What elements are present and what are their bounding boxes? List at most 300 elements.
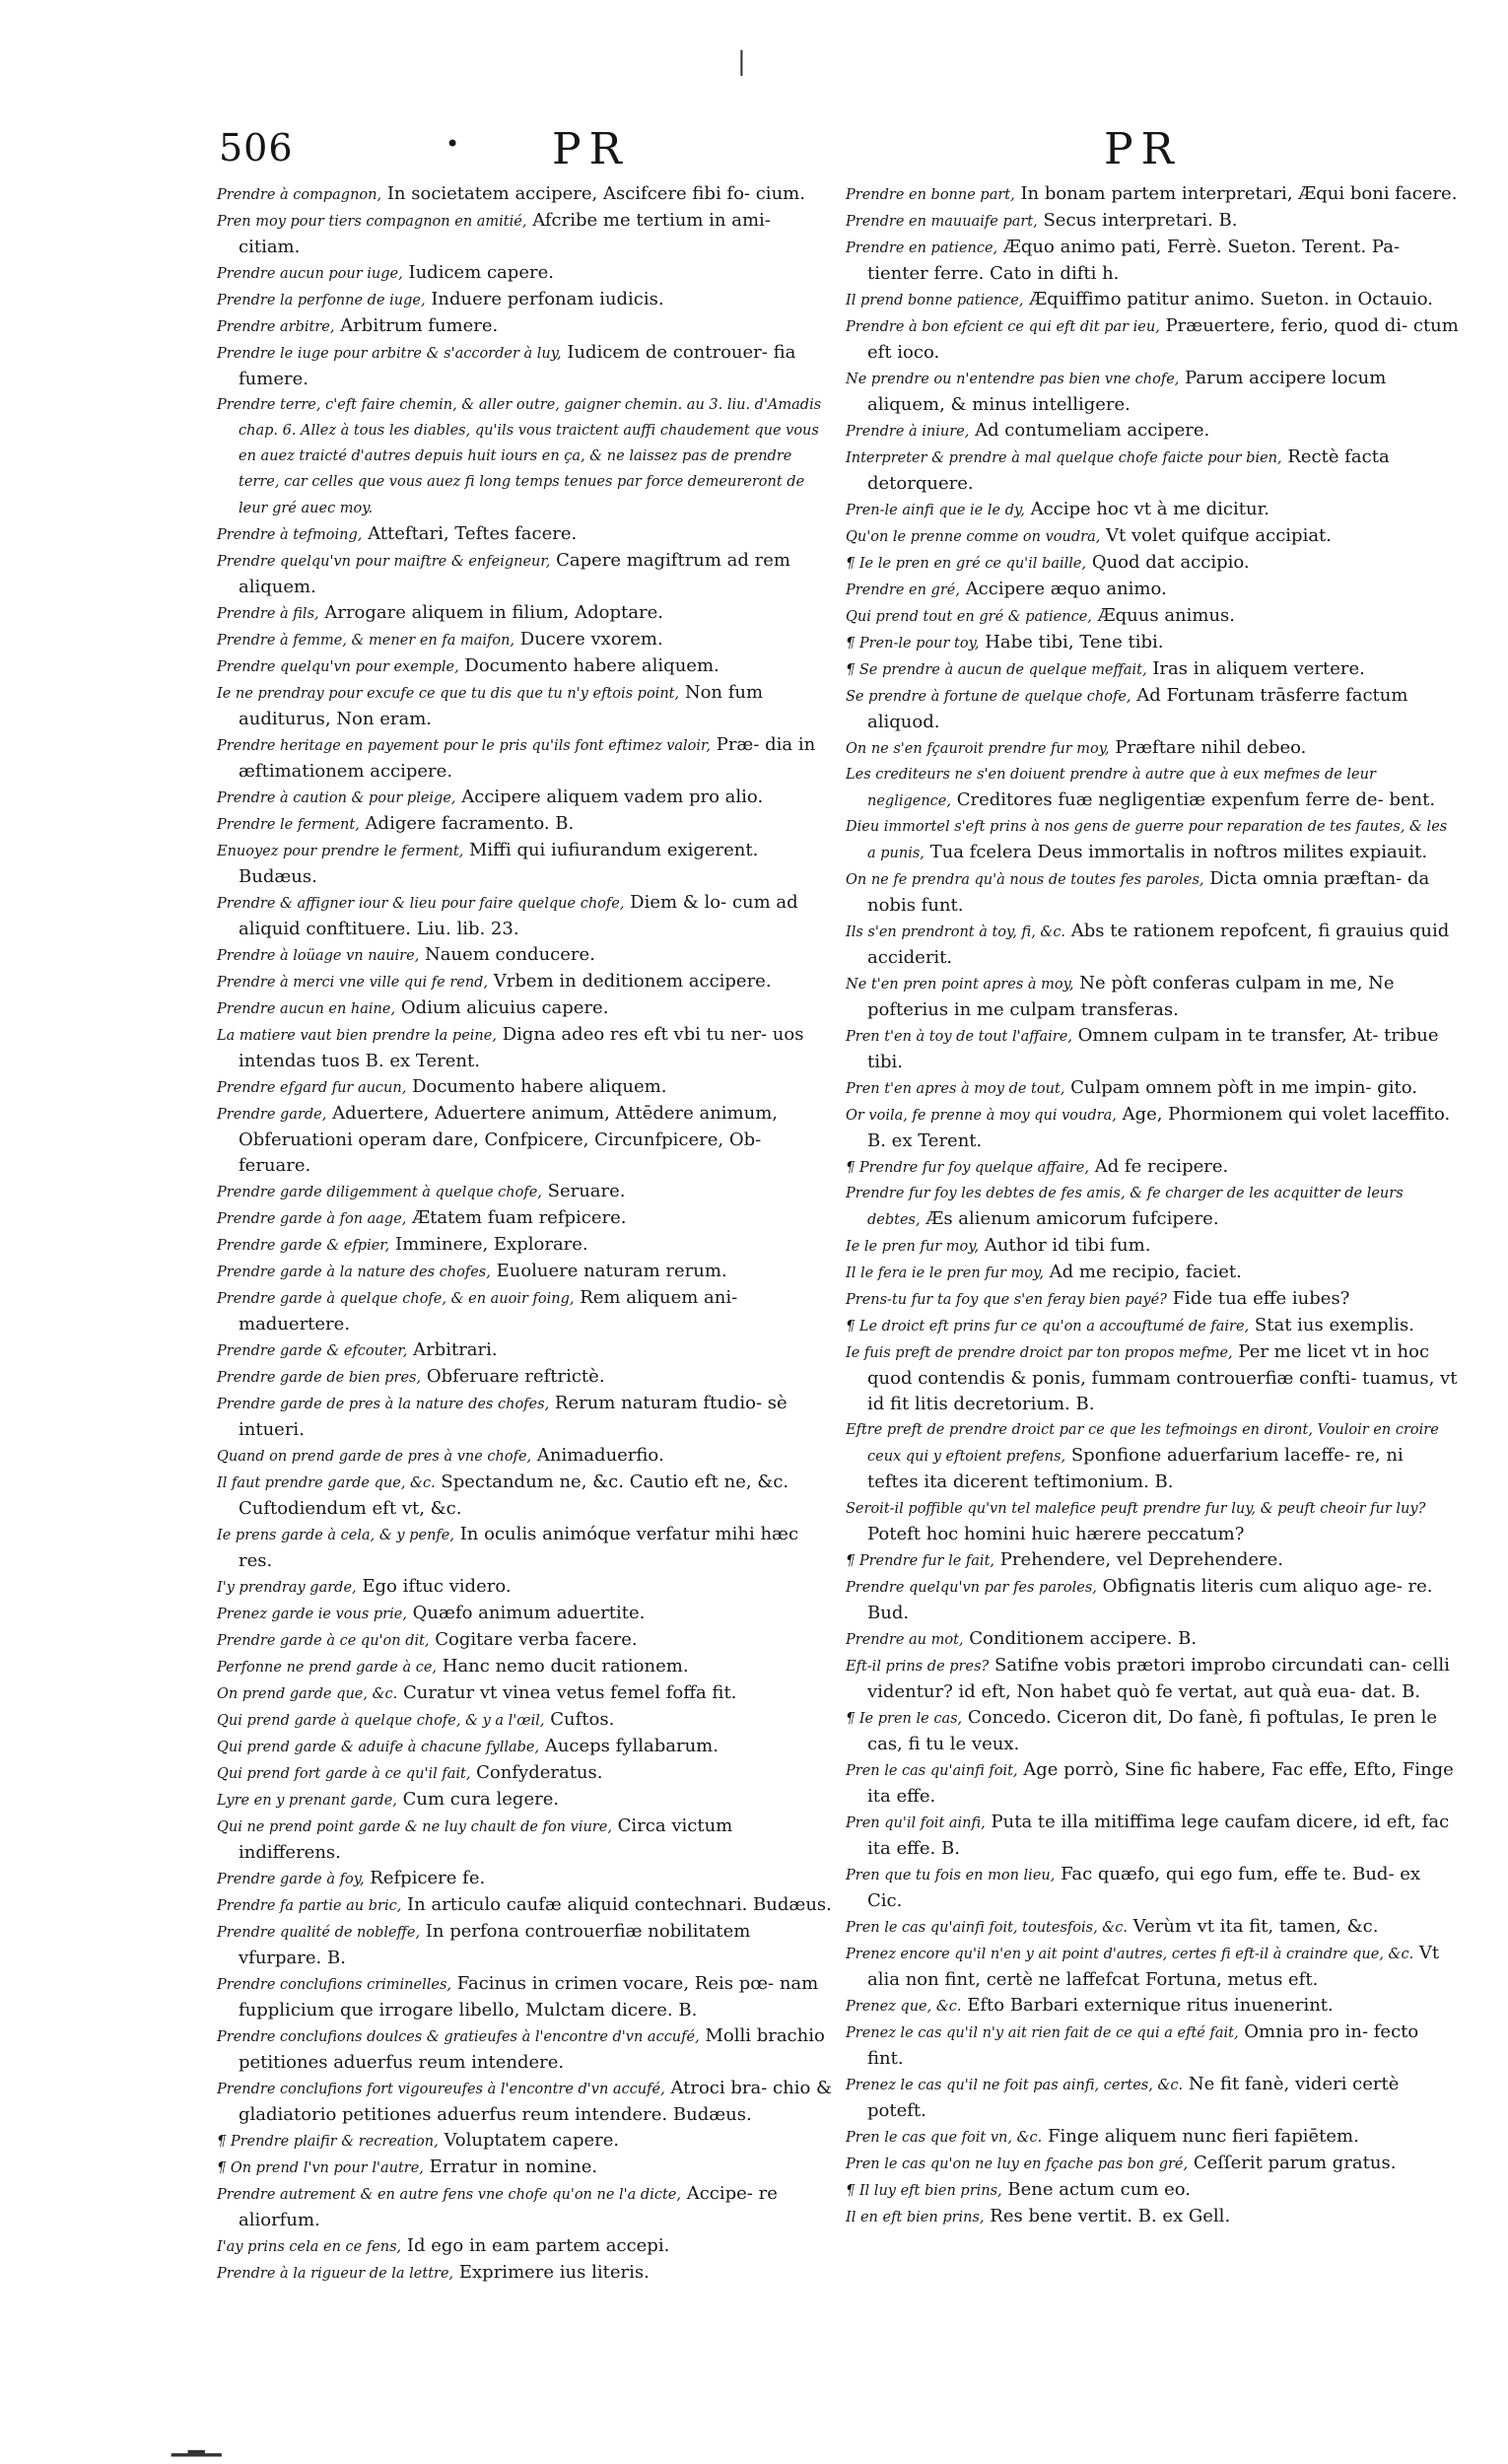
dictionary-entry: [217, 600, 836, 627]
french-phrase: Pren le cas qu'ainfi foit,: [846, 1763, 1018, 1779]
dictionary-entry: [846, 550, 1459, 577]
dictionary-entry: [217, 313, 836, 340]
latin-translation: Rerum naturam ftudio- sè intueri.: [239, 1393, 788, 1440]
latin-translation: Diem & lo- cum ad aliquid conftituere. Liu. lib. 23.: [239, 892, 798, 939]
french-phrase: Qui ne prend point garde & ne luy chault de fon viure,: [217, 1819, 612, 1835]
latin-translation: Confyderatus.: [470, 1762, 603, 1783]
latin-translation: Iudicem capere.: [402, 262, 554, 283]
french-phrase: Prendre garde & efcouter,: [217, 1343, 408, 1359]
dictionary-entry: [217, 1101, 836, 1179]
latin-translation: Induere perfonam iudicis.: [425, 289, 664, 309]
latin-translation: Rectè facta detorquere.: [867, 446, 1390, 494]
latin-translation: Rem aliquem ani- maduertere.: [239, 1287, 738, 1335]
latin-translation: Obferuare reftrictè.: [421, 1366, 605, 1387]
dictionary-entry: [217, 1601, 836, 1627]
french-phrase: Ne prendre ou n'entendre pas bien vne chofe,: [846, 372, 1180, 387]
dictionary-entry: [846, 1313, 1459, 1339]
latin-translation: Ad me recipio, faciet.: [1043, 1262, 1242, 1282]
french-phrase: Interpreter & prendre à mal quelque chofe faicte pour bien,: [846, 450, 1282, 466]
latin-translation: Creditores fuæ negligentiæ expenfum ferre de- bent.: [951, 789, 1436, 810]
french-phrase: Pren le cas que foit vn, &c.: [846, 2130, 1043, 2146]
dictionary-entry: [846, 919, 1459, 971]
header-mark: •: [446, 130, 460, 158]
french-phrase: Prendre à bon efcient ce qui eft dit par ieu,: [846, 319, 1160, 335]
latin-translation: Cum cura legere.: [396, 1789, 560, 1810]
french-phrase: ¶ Prendre fur foy quelque affaire,: [846, 1160, 1089, 1176]
dictionary-entry: [846, 1574, 1459, 1626]
french-phrase: Prendre à merci vne ville qui fe rend,: [217, 975, 489, 991]
dictionary-entry: [846, 2124, 1459, 2151]
french-phrase: Pren qu'il foit ainfi,: [846, 1815, 986, 1831]
dictionary-entry: [217, 340, 836, 392]
latin-translation: Æquus animus.: [1091, 605, 1236, 626]
latin-translation: Seruare.: [541, 1181, 626, 1201]
latin-translation: Animaduerfio.: [531, 1445, 664, 1466]
latin-translation: Voluptatem capere.: [438, 2130, 620, 2151]
dictionary-entry: [217, 1866, 836, 1892]
latin-translation: In articulo caufæ aliquid contechnari. Budæus.: [401, 1894, 832, 1915]
dictionary-entry: [217, 785, 836, 811]
french-phrase: Prendre garde & efpier,: [217, 1238, 390, 1254]
dictionary-entry: [217, 2076, 836, 2128]
dictionary-entry: [846, 1023, 1459, 1075]
dictionary-entry: [846, 366, 1459, 418]
french-phrase: Prendre garde à foy,: [217, 1872, 365, 1887]
latin-translation: Quæfo animum aduertite.: [406, 1603, 646, 1623]
latin-translation: Spectandum ne, &c. Cautio eft ne, &c. Cuftodiendum eft vt, &c.: [239, 1472, 789, 1519]
latin-translation: Per me licet vt in hoc quod contendis & ponis, fummam controuerfiæ confti- tuamus, vt id fit litis decretorium. B.: [867, 1341, 1458, 1414]
dictionary-entry: [217, 1680, 836, 1707]
dictionary-entry: [846, 1417, 1459, 1495]
french-phrase: ¶ Prendre fur le fait,: [846, 1553, 995, 1569]
french-phrase: Prenez le cas qu'il n'y ait rien fait de ce qui a efté fait,: [846, 2025, 1239, 2041]
french-phrase: Prendre à fils,: [217, 606, 319, 622]
dictionary-entry: [217, 1707, 836, 1734]
latin-translation: Arrogare aliquem in filium, Adoptare.: [318, 602, 663, 623]
dictionary-entry: [217, 548, 836, 600]
latin-translation: Stat ius exemplis.: [1249, 1315, 1414, 1335]
french-phrase: ¶ Prendre plaifir & recreation,: [217, 2134, 439, 2150]
dictionary-entry: [846, 1626, 1459, 1653]
french-phrase: Prendre à la rigueur de la lettre,: [217, 2266, 454, 2282]
french-phrase: Prendre quelqu'vn pour maiftre & enfeigneur,: [217, 554, 551, 570]
french-phrase: Prendre arbitre,: [217, 319, 335, 335]
latin-translation: Finge aliquem nunc fieri fapiētem.: [1042, 2126, 1359, 2147]
french-phrase: Prendre qualité de nobleffe,: [217, 1925, 421, 1941]
dictionary-entry: [846, 1941, 1459, 1993]
french-phrase: Dieu immortel s'eft prins à nos gens de guerre pour reparation de tes fautes, & les a punis,: [846, 819, 1448, 861]
left-column: [217, 181, 836, 2287]
french-phrase: Pren t'en à toy de tout l'affaire,: [846, 1029, 1072, 1045]
latin-translation: In societatem accipere, Ascifcere fibi fo- cium.: [381, 183, 805, 204]
french-phrase: Prendre terre, c'eft faire chemin, & aller outre, gaigner chemin. au 3. liu. d'Amadis chap. 6. Allez à tous les diables, qu'ils vous traictent auffi chaudement que vous en auez traicté d'autres depuis huit iours en ça, & ne laissez pas de prendre terre, car celles que vous auez fi long temps tenues par force demeureront de leur gré auec moy.: [217, 397, 822, 516]
dictionary-entry: [846, 577, 1459, 603]
latin-translation: Poteft hoc homini huic hærere peccatum?: [867, 1524, 1245, 1544]
french-phrase: Prendre la perfonne de iuge,: [217, 293, 426, 308]
latin-translation: Omnia pro in- fecto fint.: [867, 2021, 1419, 2069]
left-running-head: PR: [552, 124, 630, 174]
dictionary-entry: [846, 1810, 1459, 1862]
latin-translation: Circa victum indifferens.: [239, 1815, 733, 1863]
latin-translation: Odium alicuius capere.: [395, 997, 609, 1018]
bottom-stray-mark: ▁▂▁: [171, 2432, 222, 2457]
latin-translation: Facinus in crimen vocare, Reis pœ- nam fupplicium que irrogare libello, Mulctam dicere. B.: [239, 1973, 819, 2020]
dictionary-entry: [217, 1522, 836, 1574]
french-phrase: Prendre aucun en haine,: [217, 1001, 396, 1017]
french-phrase: La matiere vaut bien prendre la peine,: [217, 1028, 497, 1044]
french-phrase: Pren que tu fois en mon lieu,: [846, 1868, 1056, 1883]
latin-translation: Age, Phormionem qui volet laceffito. B. ex Terent.: [867, 1104, 1451, 1151]
latin-translation: Auceps fyllabarum.: [539, 1736, 719, 1756]
french-phrase: Enuoyez pour prendre le ferment,: [217, 844, 464, 859]
latin-translation: Habe tibi, Tene tibi.: [979, 632, 1164, 652]
latin-translation: Secus interpretari. B.: [1037, 210, 1238, 231]
french-phrase: Ne t'en pren point apres à moy,: [846, 977, 1074, 992]
latin-translation: Id ego in eam partem accepi.: [401, 2235, 670, 2256]
french-phrase: Pren le cas qu'ainfi foit, toutesfois, &c.: [846, 1920, 1128, 1936]
dictionary-entry: [217, 208, 836, 260]
dictionary-entry: [846, 313, 1459, 366]
french-phrase: Les crediteurs ne s'en doiuent prendre à autre que à eux mefmes de leur negligence,: [846, 767, 1376, 809]
french-phrase: ¶ Se prendre à aucun de quelque meffait,: [846, 662, 1147, 678]
french-phrase: Or voila, fe prenne à moy qui voudra,: [846, 1108, 1117, 1124]
latin-translation: Obfignatis literis cum aliquo age- re. Bud.: [867, 1576, 1433, 1623]
dictionary-entry: [217, 1391, 836, 1443]
french-phrase: Prendre à tefmoing,: [217, 527, 363, 543]
dictionary-entry: [846, 1286, 1459, 1313]
dictionary-entry: [846, 235, 1459, 287]
french-phrase: ¶ Ie le pren en gré ce qu'il baille,: [846, 556, 1087, 572]
latin-translation: In oculis animóque verfatur mihi hæc res.: [239, 1524, 799, 1571]
dictionary-entry: [217, 2233, 836, 2260]
french-phrase: Lyre en y prenant garde,: [217, 1793, 397, 1809]
french-phrase: I'ay prins cela en ce fens,: [217, 2239, 402, 2255]
dictionary-entry: [217, 942, 836, 969]
dictionary-entry: [846, 1102, 1459, 1154]
french-phrase: Prendre conclufions doulces & gratieufes à l'encontre d'vn accufé,: [217, 2029, 700, 2045]
latin-translation: Prehendere, vel Deprehendere.: [994, 1549, 1283, 1570]
french-phrase: ¶ Ie pren le cas,: [846, 1711, 963, 1727]
top-stray-mark: |: [737, 47, 746, 77]
latin-translation: Puta te illa mitiffima lege caufam dicere, id eft, fac ita effe. B.: [867, 1812, 1450, 1859]
french-phrase: Perfonne ne prend garde à ce,: [217, 1660, 438, 1676]
french-phrase: Qu'on le prenne comme on voudra,: [846, 529, 1101, 545]
french-phrase: Pren moy pour tiers compagnon en amitié,: [217, 214, 527, 230]
dictionary-entry: [217, 811, 836, 838]
dictionary-entry: [217, 2260, 836, 2287]
latin-translation: Iudicem de controuer- fia fumere.: [239, 342, 796, 389]
french-phrase: Prenez garde ie vous prie,: [217, 1607, 407, 1622]
french-phrase: Prendre fur foy les debtes de fes amis, & fe charger de les acquitter de leurs debtes,: [846, 1186, 1404, 1228]
french-phrase: On ne s'en fçauroit prendre fur moy,: [846, 741, 1110, 757]
latin-translation: Præftare nihil debeo.: [1109, 737, 1307, 758]
latin-translation: Accipere aliquem vadem pro alio.: [455, 787, 764, 807]
latin-translation: Fac quæfo, qui ego fum, effe te. Bud- ex Cic.: [867, 1864, 1421, 1911]
french-phrase: Qui prend garde & aduife à chacune fyllabe,: [217, 1740, 540, 1755]
latin-translation: Ad Fortunam trāsferre factum aliquod.: [867, 685, 1408, 732]
french-phrase: Prendre garde à fon aage,: [217, 1211, 407, 1227]
french-phrase: ¶ Il luy eft bien prins,: [846, 2183, 1002, 2199]
french-phrase: Il faut prendre garde que, &c.: [217, 1475, 436, 1491]
french-phrase: Prendre fa partie au bric,: [217, 1898, 402, 1914]
dictionary-entry: [846, 497, 1459, 523]
page-header: [0, 118, 1508, 173]
french-phrase: Prendre heritage en payement pour le pris qu'ils font eftimez valoir,: [217, 738, 711, 754]
french-phrase: Se prendre à fortune de quelque chofe,: [846, 689, 1131, 705]
dictionary-entry: [217, 287, 836, 313]
french-phrase: Prendre garde à quelque chofe, & en auoir foing,: [217, 1291, 575, 1307]
latin-translation: Conditionem accipere. B.: [963, 1628, 1198, 1649]
french-phrase: ¶ Pren-le pour toy,: [846, 636, 980, 651]
dictionary-entry: [217, 1364, 836, 1391]
dictionary-entry: [217, 969, 836, 995]
french-phrase: On ne fe prendra qu'à nous de toutes fes paroles,: [846, 872, 1204, 888]
french-phrase: Prenez que, &c.: [846, 1999, 962, 2015]
dictionary-entry: [217, 1285, 836, 1337]
french-phrase: Pren-le ainfi que ie le dy,: [846, 503, 1025, 518]
french-phrase: Prendre en gré,: [846, 582, 960, 598]
latin-translation: Cogitare verba facere.: [429, 1629, 638, 1650]
french-phrase: On prend garde que, &c.: [217, 1686, 398, 1702]
french-phrase: I'y prendray garde,: [217, 1580, 357, 1596]
french-phrase: Prendre autrement & en autre fens vne chofe qu'on ne l'a dicte,: [217, 2187, 681, 2203]
dictionary-entry: [217, 1259, 836, 1285]
dictionary-entry: [217, 1734, 836, 1760]
latin-translation: Miffi qui iufiurandum exigerent. Budæus.: [239, 840, 759, 887]
dictionary-entry: [217, 680, 836, 732]
latin-translation: Iras in aliquem vertere.: [1146, 658, 1365, 679]
dictionary-entry: [846, 2204, 1459, 2230]
dictionary-entry: [217, 1443, 836, 1470]
dictionary-entry: [217, 1179, 836, 1205]
french-phrase: Ie prens garde à cela, & y penfe,: [217, 1528, 454, 1543]
french-phrase: Prendre au mot,: [846, 1632, 964, 1648]
dictionary-entry: [846, 1181, 1459, 1233]
latin-translation: Fide tua effe iubes?: [1166, 1288, 1350, 1309]
latin-translation: Arbitrum fumere.: [334, 315, 499, 336]
latin-translation: Ad fe recipere.: [1088, 1156, 1229, 1177]
dictionary-entry: [846, 445, 1459, 497]
latin-translation: Nauem conducere.: [419, 944, 595, 965]
latin-translation: Adigere facramento. B.: [359, 813, 575, 834]
latin-translation: Res bene vertit. B. ex Gell.: [984, 2206, 1231, 2226]
latin-translation: Tua fcelera Deus immortalis in noftros milites expiauit.: [924, 842, 1428, 862]
dictionary-entry: [217, 1919, 836, 1971]
latin-translation: Digna adeo res eft vbi tu ner- uos intendas tuos B. ex Terent.: [239, 1024, 804, 1071]
french-phrase: Pren t'en apres à moy de tout,: [846, 1081, 1065, 1097]
latin-translation: Sponfione aduerfarium laceffe- re, ni teftes ita dicerent teftimonium. B.: [867, 1445, 1404, 1492]
french-phrase: Prendre en bonne part,: [846, 187, 1015, 203]
french-phrase: Ie le pren fur moy,: [846, 1239, 980, 1255]
right-running-head: PR: [1104, 124, 1182, 174]
french-phrase: Ie ne prendray pour excufe ce que tu dis que tu n'y eftois point,: [217, 686, 680, 702]
french-phrase: Prendre à femme, & mener en fa maifon,: [217, 633, 515, 649]
french-phrase: Pren le cas qu'on ne luy en fçache pas bon gré,: [846, 2156, 1189, 2172]
dictionary-entry: [217, 2181, 836, 2233]
latin-translation: In perfona controuerfiæ nobilitatem vfurpare. B.: [239, 1921, 751, 1968]
french-phrase: Qui prend garde à quelque chofe, & y a l'œil,: [217, 1713, 545, 1729]
dictionary-entry: [846, 2151, 1459, 2177]
latin-translation: Non fum auditurus, Non eram.: [239, 682, 764, 729]
french-phrase: Prendre conclufions fort vigoureufes à l'encontre d'vn accufé,: [217, 2082, 665, 2097]
french-phrase: Ils s'en prendront à toy, fi, &c.: [846, 924, 1066, 940]
dictionary-entry: [846, 630, 1459, 656]
dictionary-entry: [846, 762, 1459, 814]
dictionary-entry: [846, 208, 1459, 235]
dictionary-entry: [846, 656, 1459, 683]
dictionary-entry: [846, 418, 1459, 445]
latin-translation: Parum accipere locum aliquem, & minus intelligere.: [867, 368, 1387, 415]
dictionary-entry: [846, 1547, 1459, 1574]
french-phrase: Ie fuis preft de prendre droict par ton propos mefme,: [846, 1345, 1233, 1361]
dictionary-entry: [217, 1232, 836, 1259]
dictionary-entry: [217, 181, 836, 208]
dictionary-entry: [846, 1154, 1459, 1181]
dictionary-entry: [217, 2128, 836, 2155]
dictionary-entry: [217, 521, 836, 548]
dictionary-entry: [846, 1495, 1459, 1547]
dictionary-entry: [217, 838, 836, 890]
latin-translation: Capere magiftrum ad rem aliquem.: [239, 550, 790, 597]
french-phrase: Eftre preft de prendre droict par ce que les tefmoings en diront, Vouloir en croire ceux qui y eftoient prefens,: [846, 1422, 1439, 1465]
french-phrase: Prendre garde diligemment à quelque chofe,: [217, 1185, 542, 1200]
dictionary-entry: [846, 1260, 1459, 1286]
dictionary-entry: [846, 971, 1459, 1023]
latin-translation: Vt volet quifque accipiat.: [1100, 525, 1333, 546]
dictionary-entry: [846, 1993, 1459, 2019]
latin-translation: Ego iftuc videro.: [356, 1576, 512, 1597]
page-number: 506: [219, 126, 294, 170]
latin-translation: Curatur vt vinea vetus femel foffa fit.: [397, 1682, 737, 1703]
dictionary-entry: [217, 1022, 836, 1074]
dictionary-entry: [217, 1971, 836, 2023]
latin-translation: Abs te rationem repofcent, fi grauius quid acciderit.: [867, 921, 1450, 968]
latin-translation: Euoluere naturam rerum.: [490, 1261, 727, 1281]
latin-translation: Æs alienum amicorum fufcipere.: [920, 1208, 1219, 1229]
dictionary-entry: [846, 735, 1459, 762]
dictionary-entry: [217, 995, 836, 1022]
french-phrase: Prendre garde à ce qu'on dit,: [217, 1633, 430, 1649]
dictionary-entry: [846, 1075, 1459, 1102]
latin-translation: Exprimere ius literis.: [453, 2262, 650, 2283]
latin-translation: Documento habere aliquem.: [458, 655, 720, 676]
dictionary-entry: [217, 392, 836, 521]
dictionary-entry: [846, 1339, 1459, 1417]
french-phrase: Prendre garde à la nature des chofes,: [217, 1265, 491, 1280]
dictionary-entry: [846, 683, 1459, 735]
latin-translation: Atroci bra- chio & gladiatorio petitiones aduerfus reum intendere. Budæus.: [239, 2078, 833, 2125]
dictionary-entry: [217, 653, 836, 680]
french-phrase: Il en eft bien prins,: [846, 2210, 985, 2225]
dictionary-entry: [217, 890, 836, 942]
latin-translation: Præuertere, ferio, quod di- ctum eft ioco.: [867, 315, 1459, 363]
latin-translation: Culpam omnem pòft in me impin- gito.: [1064, 1077, 1417, 1098]
latin-translation: Ne pòft conferas culpam in me, Ne pofterius in me culpam transferas.: [867, 973, 1395, 1020]
french-phrase: Prendre & affigner iour & lieu pour faire quelque chofe,: [217, 896, 625, 912]
french-phrase: Prenez encore qu'il n'en y ait point d'autres, certes fi eft-il à craindre que, &c.: [846, 1947, 1414, 1962]
french-phrase: ¶ Le droict eft prins fur ce qu'on a accouftumé de faire,: [846, 1319, 1250, 1335]
latin-translation: Accipere æquo animo.: [959, 579, 1167, 599]
french-phrase: Prendre en patience,: [846, 240, 998, 256]
latin-translation: Satifne vobis prætori improbo circundati can- celli videntur? id eft, Non habet quò fe vertat, aut quà eua- dat. B.: [867, 1655, 1450, 1702]
latin-translation: Arbitrari.: [407, 1339, 498, 1360]
french-phrase: Seroit-il poffible qu'vn tel malefice peuft prendre fur luy, & peuft cheoir fur luy?: [846, 1501, 1426, 1517]
latin-translation: Accipe- re aliorfum.: [239, 2183, 778, 2230]
french-phrase: Il prend bonne patience,: [846, 293, 1024, 308]
latin-translation: Ceſſerit parum gratus.: [1188, 2153, 1397, 2173]
latin-translation: Aduertere, Aduertere animum, Attēdere animum, Obferuationi operam dare, Confpicere, Circunfpicere, Ob- feruare.: [239, 1103, 778, 1176]
latin-translation: Æquiffimo patitur animo. Sueton. in Octauio.: [1023, 289, 1433, 309]
dictionary-entry: [217, 1470, 836, 1522]
french-phrase: Prendre conclufions criminelles,: [217, 1977, 451, 1993]
latin-translation: Ad contumeliam accipere.: [969, 420, 1210, 441]
dictionary-entry: [217, 1787, 836, 1814]
dictionary-entry: [217, 1074, 836, 1101]
right-column: [846, 181, 1459, 2230]
latin-translation: Author id tibi fum.: [979, 1235, 1151, 1256]
latin-translation: Concedo. Ciceron dit, Do fanè, fi poftulas, Ie pren le cas, fi tu le veux.: [867, 1707, 1438, 1754]
latin-translation: Refpicere fe.: [364, 1868, 486, 1888]
french-phrase: Prendre garde de bien pres,: [217, 1370, 422, 1386]
latin-translation: Documento habere aliquem.: [406, 1076, 667, 1097]
dictionary-entry: [846, 1914, 1459, 1941]
latin-translation: Molli brachio petitiones aduerfus reum intendere.: [239, 2025, 825, 2073]
dictionary-entry: [217, 2155, 836, 2181]
french-phrase: Prendre efgard fur aucun,: [217, 1080, 407, 1096]
french-phrase: Prendre le ferment,: [217, 817, 360, 833]
dictionary-entry: [217, 1205, 836, 1232]
french-phrase: Prendre le iuge pour arbitre & s'accorder à luy,: [217, 346, 562, 362]
latin-translation: Cuftos.: [544, 1709, 615, 1730]
latin-translation: Ducere vxorem.: [514, 629, 663, 650]
dictionary-entry: [846, 1233, 1459, 1260]
dictionary-entry: [846, 1653, 1459, 1705]
latin-translation: Efto Barbari externique ritus inuenerint.: [961, 1995, 1334, 2016]
dictionary-entry: [846, 1862, 1459, 1914]
french-phrase: Prendre à iniure,: [846, 424, 970, 440]
dictionary-entry: [846, 523, 1459, 550]
french-phrase: Prendre garde de pres à la nature des chofes,: [217, 1397, 550, 1412]
french-phrase: Eft-il prins de pres?: [846, 1659, 990, 1675]
french-phrase: Prendre à caution & pour pleige,: [217, 790, 456, 806]
dictionary-entry: [217, 1814, 836, 1866]
dictionary-entry: [846, 866, 1459, 919]
french-phrase: Prendre aucun pour iuge,: [217, 266, 403, 282]
latin-translation: In bonam partem interpretari, Æqui boni facere.: [1014, 183, 1458, 204]
dictionary-entry: [846, 1757, 1459, 1810]
latin-translation: Æquo animo pati, Ferrè. Sueton. Terent. Pa- tienter ferre. Cato in difti h.: [867, 237, 1401, 284]
latin-translation: Hanc nemo ducit rationem.: [437, 1656, 689, 1677]
dictionary-entry: [217, 260, 836, 287]
dictionary-entry: [217, 2023, 836, 2076]
dictionary-entry: [846, 2177, 1459, 2204]
dictionary-entry: [217, 1627, 836, 1654]
latin-translation: Omnem culpam in te transfer, At- tribue tibi.: [867, 1025, 1439, 1072]
dictionary-entry: [846, 2072, 1459, 2124]
latin-translation: Dicta omnia præftan- da nobis funt.: [867, 868, 1430, 916]
french-phrase: Prendre quelqu'vn par fes paroles,: [846, 1580, 1097, 1596]
dictionary-entry: [846, 287, 1459, 313]
french-phrase: Prendre garde,: [217, 1107, 327, 1123]
dictionary-entry: [217, 732, 836, 785]
french-phrase: Prendre à compagnon,: [217, 187, 382, 203]
french-phrase: ¶ On prend l'vn pour l'autre,: [217, 2160, 424, 2176]
dictionary-entry: [217, 627, 836, 653]
dictionary-entry: [846, 2019, 1459, 2072]
latin-translation: Vrbem in deditionem accipere.: [488, 971, 772, 992]
latin-translation: Quod dat accipio.: [1086, 552, 1250, 573]
dictionary-entry: [217, 1892, 836, 1919]
